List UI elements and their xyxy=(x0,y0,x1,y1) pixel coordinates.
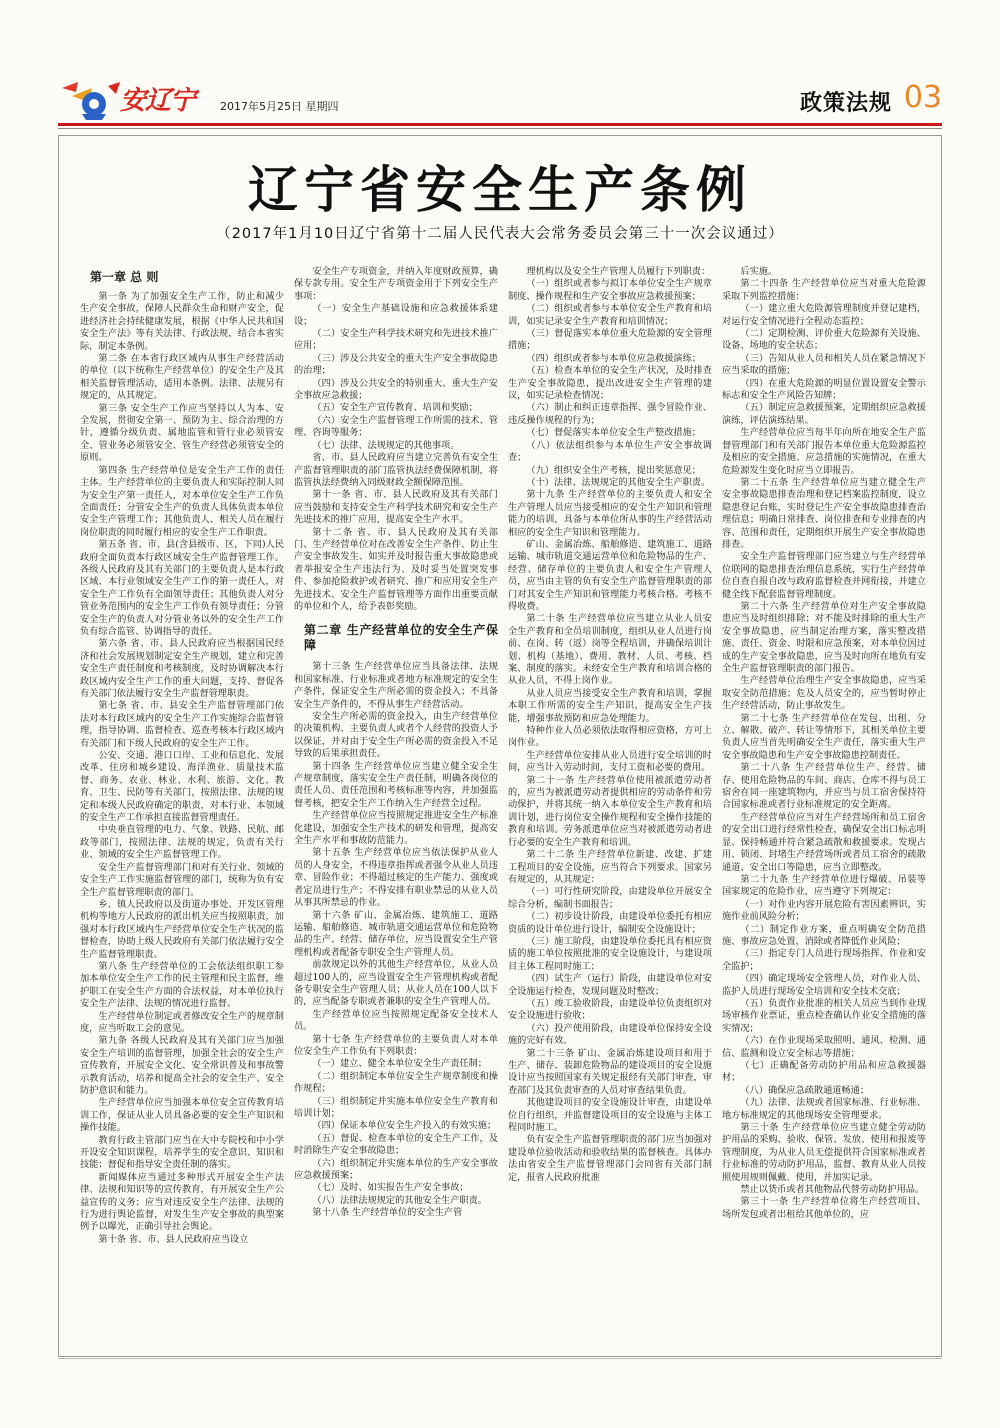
header-rule xyxy=(58,123,942,126)
article-paragraph: 第四条 生产经营单位是安全生产工作的责任主体。生产经营单位的主要负责人和实际控制人同为安全生产第一责任人，对本单位安全生产工作负全面责任；分管安全生产的负责人具体负责本单位安全生产管理工作；其他负责人、相关人员在履行岗位职责的同时履行相应的安全生产工作职责。 xyxy=(80,464,284,538)
article-paragraph: （六）安全生产监督管理工作所需的技术、管理、咨询等服务； xyxy=(294,414,498,439)
section-name: 政策法规 xyxy=(799,91,892,116)
article-paragraph: 第十七条 生产经营单位的主要负责人对本单位安全生产工作负有下列职责： xyxy=(294,1033,498,1057)
article-paragraph: 第十三条 生产经营单位应当具备法律、法规和国家标准、行业标准或者地方标准规定的安全生产条件，保证安全生产所必需的资金投入；不具备安全生产条件的，不得从事生产经营活动。 xyxy=(294,661,498,710)
article-paragraph: （八）确保应急疏散通道畅通； xyxy=(740,1084,870,1096)
article-paragraph: 第九条 各级人民政府及其有关部门应当加强安全生产培训的监督管理，加强全社会的安全生产宣传教育，开展安全文化、安全常识普及和事故警示教育活动，培养和提高全社会的安全生产、安全防护意识和能力。 xyxy=(80,1035,284,1096)
article-paragraph: （三）指定专门人员进行现场指挥、作业和安全监护； xyxy=(722,948,926,972)
article-subtitle: （2017年1月10日辽宁省第十二届人民代表大会常务委员会第三十一次会议通过） xyxy=(216,226,784,242)
article-paragraph: 第八条 生产经营单位的工会依法组织职工参加本单位安全生产工作的民主管理和民主监督，维护职工在安全生产方面的合法权益，对本单位执行安全生产法律、法规的情况进行监督。 xyxy=(80,960,284,1010)
article-paragraph: （五）检查本单位的安全生产状况，及时排查生产安全事故隐患，提出改进安全生产管理的建议，如实记录检查情况； xyxy=(508,365,712,402)
newspaper-logo xyxy=(58,78,208,122)
article-paragraph: 禁止以货币或者其他物品代替劳动防护用品。 xyxy=(740,1184,925,1196)
article-paragraph: 第三条 安全生产工作应当坚持以人为本、安全发展，贯彻安全第一、预防为主、综合治理的方针，遵循分级负责、属地监管和管行业必须管安全、管业务必须管安全、管生产经营必须管安全的原则。 xyxy=(80,402,284,464)
article-paragraph: 公安、交通、港口口岸、工业和信息化、发展改革、住房和城乡建设、海洋渔业、质量技术监督、商务、农业、林业、水利、旅游、文化、教育、卫生、民防等有关部门，按照法律、法规的规定和本级人民政府确定的职责，对本行业、本领域的安全生产工作承担直接监督管理责任。 xyxy=(80,750,284,824)
article-paragraph: （五）安全生产宣传教育、培训和奖励； xyxy=(312,402,478,414)
article-paragraph: （八）依法组织参与本单位生产安全事故调查； xyxy=(508,439,712,464)
footer-rule xyxy=(58,1358,942,1359)
article-paragraph: （六）制止和纠正违章指挥、强令冒险作业、违反操作规程的行为； xyxy=(508,402,712,426)
article-paragraph: 第十条 省、市、县人民政府应当设立 xyxy=(98,1233,249,1245)
article-paragraph: （二）制定作业方案，重点明确安全防范措施、事故应急处置，消除或者降低作业风险； xyxy=(722,923,926,947)
article-paragraph: （一）建立重大危险源管理制度并登记建档，对运行安全情况进行全程动态监控； xyxy=(722,303,926,327)
article-paragraph: 乡、镇人民政府以及街道办事处、开发区管理机构等地方人民政府的派出机关应当按照职责，加强对本行政区域内生产经营单位安全生产状况的监督检查，协助上级人民政府有关部门依法履行安全生产监督管理职责。 xyxy=(80,898,284,960)
article-paragraph: 前款规定以外的其他生产经营单位，从业人员超过100人的，应当设置安全生产管理机构或者配备专职安全生产管理人员；从业人员在100人以下的，应当配备专职或者兼职的安全生产管理人员。 xyxy=(294,959,498,1008)
article-paragraph: （七）正确配备劳动防护用品和应急救援器材； xyxy=(722,1060,926,1084)
article-paragraph: （三）涉及公共安全的重大生产安全事故隐患的治理； xyxy=(294,352,498,377)
article-paragraph: 第二十九条 生产经营单位进行爆破、吊装等国家规定的危险作业，应当遵守下列规定： xyxy=(722,873,926,898)
article-paragraph: 第二十七条 生产经营单位在发包、出租、分立、解散、破产、转让等情形下，其相关单位主要负责人应当首先明确安全生产责任，落实重大生产安全事故隐患和生产安全事故隐患控制责任。 xyxy=(722,712,926,761)
article-paragraph: （九）法律、法规或者国家标准、行业标准、地方标准规定的其他现场安全管理要求。 xyxy=(722,1097,926,1121)
article-paragraph: 矿山、金属冶炼、船舶修造、建筑施工、道路运输、城市轨道交通运营单位和危险物品的生产、经营、储存单位的主要负责人和安全生产管理人员，应当由主管的负有安全生产监督管理职责的部门对其安全生产知识和管理能力考核合格。考核不得收费。 xyxy=(508,538,712,612)
article-paragraph: （七）及时、如实报告生产安全事故； xyxy=(312,1182,469,1194)
logo-emblem-icon xyxy=(58,78,128,122)
article-paragraph: 生产经营单位应当每半年向所在地安全生产监督管理部门和有关部门报告本单位重大危险源监控及相应的安全措施、应急措施的实施情况，在重大危险源发生变化时应当立即报告。 xyxy=(722,427,926,476)
article-paragraph: （八）法律法规规定的其他安全生产职责。 xyxy=(312,1194,487,1206)
article-paragraph: 第十一条 省、市、县人民政府及其有关部门应当鼓励和支持安全生产科学技术研究和安全生产先进技术的推广应用，提高安全生产水平。 xyxy=(294,489,498,526)
text-column-3 xyxy=(508,266,712,1346)
article-paragraph: （四）试生产（运行）阶段，由建设单位对安全设施运行检查，发现问题及时整改； xyxy=(508,973,712,997)
article-paragraph: 生产经营单位应当按照规定配备安全技术人员。 xyxy=(294,1008,498,1033)
article-paragraph: （二）初步设计阶段，由建设单位委托有相应资质的设计单位进行设计，编制安全设施设计； xyxy=(508,911,712,935)
article-paragraph: （一）对作业内容开展危险有害因素辨识，实施作业前风险分析； xyxy=(722,898,926,923)
article-paragraph: （五）竣工验收阶段，由建设单位负责组织对安全设施进行验收； xyxy=(508,997,712,1022)
article-paragraph: （五）制定应急救援预案，定期组织应急救援演练，评估演练结果。 xyxy=(722,402,926,426)
article-paragraph: 理机构以及安全生产管理人员履行下列职责： xyxy=(526,266,711,277)
article-paragraph: 第三十一条 生产经营单位将生产经营项目、场所发包或者出租给其他单位的，应 xyxy=(722,1196,926,1220)
article-paragraph: 生产经营单位应当按照规定推进安全生产标准化建设，加强安全生产技术的研发和管理，提高安全生产水平和事故防范能力。 xyxy=(294,810,498,847)
article-paragraph: 第五条 省、市、县(含县级市、区，下同)人民政府全面负责本行政区域安全生产监督管理工作。各级人民政府及其有关部门的主要负责人是本行政区域、本行业领域安全生产工作的第一责任人，对安全生产工作负有全面领导责任；其他负责人对分管业务范围内的安全生产工作负有领导责任；分管安全生产的负责人对分管业务以外的安全生产工作负有综合监管、协调指导的责任。 xyxy=(80,539,284,637)
page-number: 03 xyxy=(903,80,942,115)
article-paragraph: （三）告知从业人员和相关人员在紧急情况下应当采取的措施； xyxy=(722,352,926,377)
article-paragraph: 第二十八条 生产经营单位生产、经营、储存、使用危险物品的车间、商店、仓库不得与员工宿舍在同一座建筑物内，并应当与员工宿舍保持符合国家标准或者行业标准规定的安全距离。 xyxy=(722,762,926,811)
article-paragraph: 生产经营单位安排从业人员进行安全培训的时间，应当计入劳动时间，支付工资和必要的费用。 xyxy=(508,749,712,774)
article-paragraph: 第十九条 生产经营单位的主要负责人和安全生产管理人员应当接受相应的安全生产知识和管理能力的培训，具备与本单位所从事的生产经营活动相应的安全生产知识和管理能力。 xyxy=(508,489,712,538)
article-paragraph: 第二十二条 生产经营单位新建、改建、扩建工程项目的安全设施，应当符合下列要求。国家另有规定的，从其规定： xyxy=(508,849,712,885)
text-column-2 xyxy=(294,266,498,1346)
article-paragraph: 安全生产监督管理部门和对有关行业、领域的安全生产工作实施监督管理的部门，统称为负有安全生产监督管理职责的部门。 xyxy=(80,861,284,898)
article-paragraph: 第二十一条 生产经营单位使用被派遣劳动者的，应当为被派遣劳动者提供相应的劳动条件和劳动保护，并将其统一纳入本单位安全生产教育和培训计划，进行岗位安全操作规程和安全操作技能的教育和培训。劳务派遣单位应当对被派遣劳动者进行必要的安全生产教育和培训。 xyxy=(508,774,712,848)
article-paragraph: 第七条 省、市、县安全生产监督管理部门依法对本行政区域内的安全生产工作实施综合监督管理，指导协调、监督检查、巡查考核本行政区域内有关部门和下级人民政府的安全生产工作。 xyxy=(80,700,284,749)
article-paragraph: 第二十六条 生产经营单位对生产安全事故隐患应当及时组织排除；对不能及时排除的重大生产安全事故隐患，应当制定治理方案，落实整改措施、责任、资金、时限和应急预案，对本单位因过成的生产安全事故隐患，应当及时向所在地负有安全生产监督管理职责的部门报告。 xyxy=(722,600,926,674)
article-paragraph: （一）安全生产基础设施和应急救援体系建设； xyxy=(294,303,498,327)
article-paragraph: 第二十条 生产经营单位应当建立从业人员安全生产教育和全员培训制度，组织从业人员进行岗前、在岗、转（返）岗等全程培训，并确保培训计划、机构（基地）、费用、教材、人员、考核、档案、制度的落实。未经安全生产教育和培训合格的从业人员，不得上岗作业。 xyxy=(508,613,712,687)
article-paragraph: （一）建立、健全本单位安全生产责任制； xyxy=(312,1058,487,1070)
article-paragraph: （四）涉及公共安全的特别重大、重大生产安全事故应急救援； xyxy=(294,377,498,402)
masthead xyxy=(58,78,942,122)
article-paragraph: 教育行政主管部门应当在大中专院校和中小学开设安全知识课程，培养学生的安全意识、知识和技能；督促和指导安全责任制的落实。 xyxy=(80,1134,284,1171)
issue-date: 2017年5月25日 星期四 xyxy=(220,100,339,113)
article-paragraph: （二）组织制定本单位安全生产规章制度和操作规程； xyxy=(294,1070,498,1095)
article-paragraph: （二）定期检测、评价重大危险源有关设施、设备、场地的安全状态； xyxy=(722,328,926,352)
article-paragraph: 生产经营单位制定或者修改安全生产的规章制度，应当听取工会的意见。 xyxy=(80,1010,284,1034)
article-paragraph: 第二十四条 生产经营单位应当对重大危险源采取下列监控措施： xyxy=(722,278,926,302)
article-paragraph: 中央垂直管理的电力、气象、铁路、民航、邮政等部门，按照法律、法规的规定，负责有关行业、领域的安全生产监督管理工作。 xyxy=(80,824,284,861)
text-column-4 xyxy=(722,266,926,1346)
article-paragraph: （二）安全生产科学技术研究和先进技术推广应用； xyxy=(294,328,498,352)
article-paragraph: 省、市、县人民政府应当建立完善负有安全生产监督管理职责的部门监管执法经费保障机制，将监管执法经费纳入同级财政全额保障范围。 xyxy=(294,452,498,488)
article-paragraph: 负有安全生产监督管理职责的部门应当加强对建设单位验收活动和验收结果的监督核查。具体办法由省安全生产监督管理部门会同省有关部门制定，报省人民政府批准 xyxy=(508,1134,712,1183)
article-paragraph: （六）组织制定并实施本单位的生产安全事故应急救援预案； xyxy=(294,1157,498,1182)
article-paragraph: 其他建设项目的安全设施设计审查，由建设单位自行组织，并监督建设项目的安全设施与主体工程同时施工。 xyxy=(508,1097,712,1134)
logo-text: 安辽宁 xyxy=(120,86,196,116)
article-paragraph: 第二十三条 矿山、金属冶炼建设项目和用于生产、储存、装卸危险物品的建设项目的安全设施设计应当按照国家有关规定报经有关部门审查，审查部门及其负责审查的人员对审查结果负责。 xyxy=(508,1047,712,1096)
article-paragraph: （六）在作业现场采取照明、通风、检测、通信、监测和设立安全标志等措施； xyxy=(722,1035,926,1059)
article-paragraph: （五）督促、检查本单位的安全生产工作，及时消除生产安全事故隐患； xyxy=(294,1132,498,1157)
article-paragraph: 生产经营单位应当加强本单位安全宣传教育培训工作，保证从业人员具备必要的安全生产知识和操作技能。 xyxy=(80,1097,284,1134)
article-paragraph: 第二条 在本省行政区域内从事生产经营活动的单位（以下统称生产经营单位）的安全生产及其相关监督管理活动，适用本条例。法律、法规另有规定的，从其规定。 xyxy=(80,353,284,402)
article-paragraph: 从业人员应当接受安全生产教育和培训，掌握本职工作所需的安全生产知识，提高安全生产技能，增强事故预防和应急处理能力。 xyxy=(508,687,712,724)
article-paragraph: 安全生产所必需的资金投入，由生产经营单位的决策机构、主要负责人或者个人经营的投资人予以保证，并对由于安全生产所必需的资金投入不足导致的后果承担责任。 xyxy=(294,711,498,760)
article-paragraph: 第六条 省、市、县人民政府应当根据国民经济和社会发展规划制定安全生产规划，建立和完善安全生产责任制度和考核制度，及时协调解决本行政区域内安全生产工作的重大问题，支持、督促各有关部门依法履行安全生产监督管理职责。 xyxy=(80,638,284,699)
article-paragraph: （四）确定现场安全管理人员，对作业人员、监护人员进行现场安全培训和安全技术交底； xyxy=(722,973,926,997)
article-paragraph: 第十二条 省、市、县人民政府及其有关部门、生产经营单位对在改善安全生产条件、防止生产安全事故发生、如实并及时报告重大事故隐患或者举报安全生产违法行为、及时妥当处置突发事件、参加抢险救护或者研究、推广和应用安全生产先进技术、安全生产监督管理等方面作出重要贡献的单位和个人，给予表彰奖励。 xyxy=(294,526,498,612)
article-paragraph: 后实施。 xyxy=(740,266,778,277)
article-paragraph: （三）督促落实本单位重大危险源的安全管理措施； xyxy=(508,328,712,352)
article-paragraph: 生产经营单位治理生产安全事故隐患，应当采取安全防范措施；危及人员安全的，应当暂时停止生产经营活动，防止事故发生。 xyxy=(722,675,926,712)
article-paragraph: 第二十五条 生产经营单位应当建立健全生产安全事故隐患排查治理和登记档案监控制度，设立隐患登记台账，实时登记生产安全事故隐患排查治理信息；明确日常排查、岗位排查和专业排查的内容、范围和责任，定期组织开展生产安全事故隐患排查。 xyxy=(722,476,926,550)
article-paragraph: （六）投产使用阶段，由建设单位保持安全设施的完好有效。 xyxy=(508,1022,712,1047)
article-paragraph: （七）法律、法规规定的其他事项。 xyxy=(312,439,460,451)
article-paragraph: 生产经营单位应当对生产经营场所和员工宿舍的安全出口进行经常性检查，确保安全出口标志明显、保持畅通并符合紧急疏散和救援要求。发现占用、锁闭、封堵生产经营场所或者员工宿舍的疏散通道、安全出口等隐患，应当立即整改。 xyxy=(722,811,926,873)
article-title: 辽宁省安全生产条例 xyxy=(248,160,752,219)
article-paragraph: 第一条 为了加强安全生产工作，防止和减少生产安全事故，保障人民群众生命和财产安全，促进经济社会持续健康发展，根据《中华人民共和国安全生产法》等有关法律、行政法规，结合本省实际，制定本条例。 xyxy=(80,291,284,352)
article-paragraph: 安全生产专项资金，并纳入年度财政预算，确保专款专用。安全生产专项资金用于下列安全生产事项： xyxy=(294,266,498,302)
chapter-heading: 第二章 生产经营单位的安全生产保障 xyxy=(304,623,498,653)
article-paragraph: （三）组织制定并实施本单位安全生产教育和培训计划； xyxy=(294,1095,498,1119)
article-paragraph: （四）保证本单位安全生产投入的有效实施； xyxy=(312,1120,497,1132)
article-paragraph: （一）可行性研究阶段，由建设单位开展安全综合分析，编制书面报告； xyxy=(508,886,712,910)
article-paragraph: 特种作业人员必须依法取得相应资格，方可上岗作业。 xyxy=(508,725,712,749)
article-paragraph: 第三十条 生产经营单位应当建立健全劳动防护用品的采购、验收、保管、发放、使用和报废等管理制度，为从业人员无偿提供符合国家标准或者行业标准的劳动防护用品，监督、教育从业人员按照使用规则佩戴、使用，并加实记录。 xyxy=(722,1122,926,1183)
chapter-heading: 第一章 总 则 xyxy=(90,270,159,284)
article-paragraph: （三）施工阶段，由建设单位委托具有相应资质的施工单位按照批准的安全设施设计，与建设项目主体工程同时施工； xyxy=(508,935,712,972)
article-paragraph: 第十八条 生产经营单位的安全生产管 xyxy=(312,1207,463,1219)
article-paragraph: 第十六条 矿山、金属冶炼、建筑施工、道路运输、船舶修造、城市轨道交通运营单位和危险物品的生产、经营、储存单位，应当设置安全生产管理机构或者配备专职安全生产管理人员。 xyxy=(294,909,498,958)
article-paragraph: 第十五条 生产经营单位应当依法保护从业人员的人身安全，不得违章指挥或者强令从业人员违章、冒险作业；不得超过核定的生产能力、强度或者定员进行生产；不得安排有职业禁忌的从业人员从事其所禁忌的作业。 xyxy=(294,847,498,909)
header-rule-thin xyxy=(58,128,942,129)
article-paragraph: （九）组织安全生产考核，提出奖惩意见； xyxy=(526,464,701,476)
article-paragraph: （七）督促落实本单位安全生产整改措施； xyxy=(526,427,701,439)
text-column-1 xyxy=(80,266,284,1346)
article-paragraph: 第十四条 生产经营单位应当建立健全安全生产规章制度，落实安全生产责任制，明确各岗位的责任人员、责任范围和考核标准等内容，并加强监督考核，把安全生产工作纳入生产经营全过程。 xyxy=(294,760,498,809)
article-paragraph: （十）法律、法规规定的其他安全生产职责。 xyxy=(526,476,711,488)
article-paragraph: 新闻媒体应当通过多种形式开展安全生产法律、法规和知识等的宣传教育，有开展安全生产公益宣传的义务；应当对违反安全生产法律、法规的行为进行舆论监督，对发生生产安全事故的典型案例予以曝光，正确引导社会舆论。 xyxy=(80,1171,284,1233)
article-paragraph: （四）组织或者参与本单位应急救援演练； xyxy=(526,352,701,364)
article-paragraph: （四）在重大危险源的明显位置设置安全警示标志和安全生产风险告知牌； xyxy=(722,377,926,402)
article-paragraph: （一）组织或者参与拟订本单位安全生产规章制度、操作规程和生产安全事故应急救援预案； xyxy=(508,278,712,302)
article-paragraph: 安全生产监督管理部门应当建立与生产经营单位联网的隐患排查治理信息系统，实行生产经营单位自查自报自改与政府监督检查并网衔接，并建立健全线下配套监督管理制度。 xyxy=(722,551,926,600)
article-paragraph: （五）负责作业批准的相关人员应当到作业现场审核作业票证，重点检查确认作业安全措施的落实情况； xyxy=(722,997,926,1034)
article-paragraph: （二）组织或者参与本单位安全生产教育和培训，如实记录安全生产教育和培训情况； xyxy=(508,303,712,327)
